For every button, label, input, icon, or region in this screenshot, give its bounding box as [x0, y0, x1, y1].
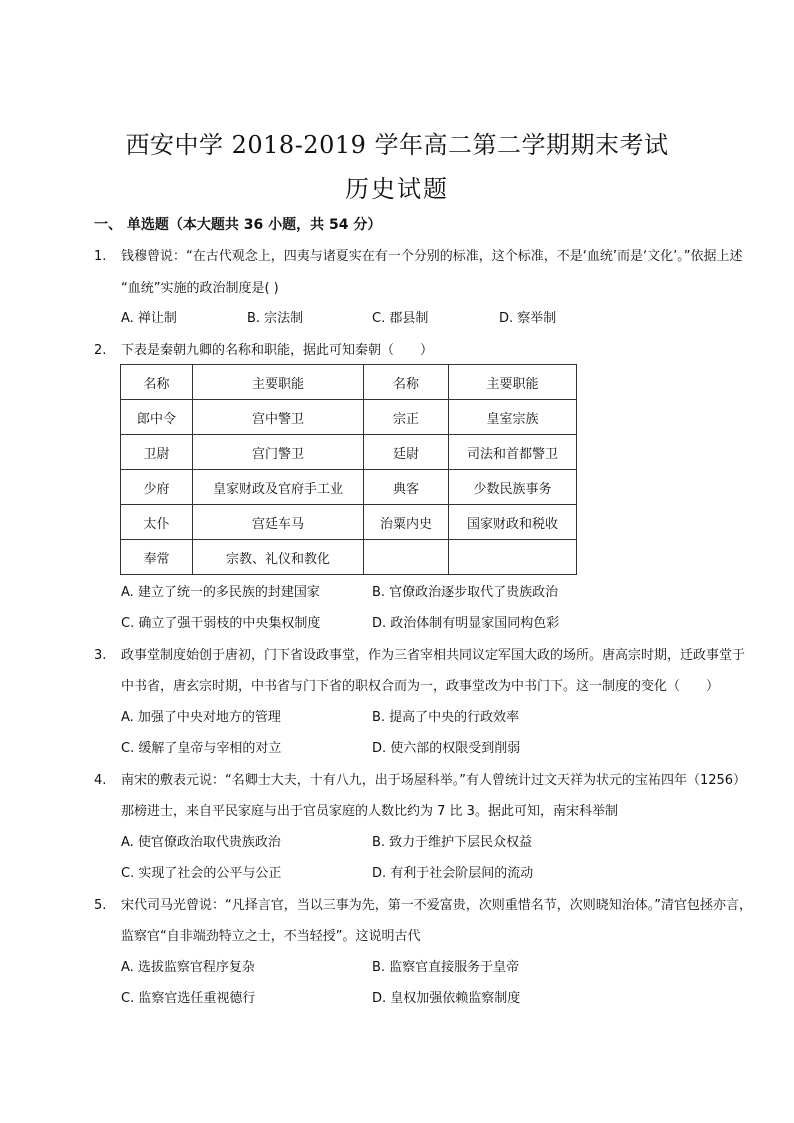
table-cell: 少数民族事务: [449, 470, 577, 505]
question-number: 4.: [94, 773, 107, 788]
question-number: 3.: [94, 648, 107, 663]
table-cell: 宗教、礼仪和教化: [193, 540, 364, 575]
question-number: 5.: [94, 898, 107, 913]
option-d[interactable]: D. 皇权加强依赖监察制度: [372, 991, 521, 1006]
question-text-line: “血统”实施的政治制度是( ): [121, 281, 279, 296]
question-text-line: 政事堂制度始创于唐初，门下省设政事堂，作为三省宰相共同议定军国大政的场所。唐高宗时期，迁政事堂于: [121, 648, 746, 663]
option-a[interactable]: A. 使官僚政治取代贵族政治: [121, 835, 281, 850]
table-cell: 司法和首都警卫: [449, 435, 577, 470]
table-cell: 典客: [364, 470, 449, 505]
question-text-line: 南宋的敷表元说：“名卿士大夫，十有八九，出于场屋科举。”有人曾统计过文天祥为状元的宝祐四年（1256）: [121, 773, 747, 788]
question-text-line: 那榜进士，来自平民家庭与出于官员家庭的人数比约为 7 比 3。据此可知，南宋科举制: [121, 804, 618, 819]
option-d[interactable]: D. 察举制: [499, 311, 557, 326]
table-cell: 郎中令: [121, 400, 193, 435]
table-row: [121, 540, 577, 575]
option-d[interactable]: D. 政治体制有明显家国同构色彩: [372, 616, 560, 631]
option-a[interactable]: A. 禅让制: [121, 311, 177, 326]
option-a[interactable]: A. 建立了统一的多民族的封建国家: [121, 585, 320, 600]
question-text-line: 监察官“自非端劲特立之士，不当轻授”。这说明古代: [121, 929, 421, 944]
table-cell: 主要职能: [449, 365, 577, 400]
table-cell: 主要职能: [193, 365, 364, 400]
table-cell: 卫尉: [121, 435, 193, 470]
table-cell: 廷尉: [364, 435, 449, 470]
table-cell: [449, 540, 577, 575]
table-cell: 奉常: [121, 540, 193, 575]
table-cell: 国家财政和税收: [449, 505, 577, 540]
question-text-line: 钱穆曾说：“在古代观念上，四夷与诸夏实在有一个分别的标准，这个标准，不是‘血统’而是‘文化’。”依据上述: [121, 249, 743, 264]
option-d[interactable]: D. 有利于社会阶层间的流动: [372, 866, 534, 881]
table-cell: 宫廷车马: [193, 505, 364, 540]
exam-title: 西安中学 2018-2019 学年高二第二学期期末考试: [125, 131, 669, 159]
question-text-line: 下表是秦朝九卿的名称和职能，据此可知秦朝（ ）: [121, 343, 434, 358]
option-a[interactable]: A. 选拔监察官程序复杂: [121, 960, 255, 975]
table-row: [121, 435, 577, 470]
table-cell: 宫中警卫: [193, 400, 364, 435]
table-cell: 名称: [364, 365, 449, 400]
option-c[interactable]: C. 缓解了皇帝与宰相的对立: [121, 741, 282, 756]
option-c[interactable]: C. 郡县制: [372, 311, 429, 326]
nine-ministers-table: [120, 364, 577, 575]
question-text-line: 宋代司马光曾说：“凡择言官，当以三事为先，第一不爱富贵，次则重惜名节，次则晓知治体。”清官包拯亦言，: [121, 898, 752, 913]
table-cell: [364, 540, 449, 575]
exam-subtitle: 历史试题: [345, 175, 449, 203]
table-cell: 治粟内史: [364, 505, 449, 540]
table-cell: 少府: [121, 470, 193, 505]
option-d[interactable]: D. 使六部的权限受到削弱: [372, 741, 521, 756]
table-cell: 宗正: [364, 400, 449, 435]
option-c[interactable]: C. 实现了社会的公平与公正: [121, 866, 282, 881]
option-b[interactable]: B. 提高了中央的行政效率: [372, 710, 520, 725]
option-b[interactable]: B. 致力于维护下层民众权益: [372, 835, 533, 850]
table-cell: 名称: [121, 365, 193, 400]
option-b[interactable]: B. 宗法制: [247, 311, 304, 326]
option-a[interactable]: A. 加强了中央对地方的管理: [121, 710, 281, 725]
table-row: [121, 400, 577, 435]
table-row: [121, 505, 577, 540]
table-row: [121, 470, 577, 505]
section-heading: 一、 单选题（本大题共 36 小题，共 54 分）: [94, 217, 382, 233]
option-b[interactable]: B. 监察官直接服务于皇帝: [372, 960, 520, 975]
table-cell: 太仆: [121, 505, 193, 540]
question-number: 1.: [94, 249, 107, 264]
option-c[interactable]: C. 监察官选任重视德行: [121, 991, 256, 1006]
option-b[interactable]: B. 官僚政治逐步取代了贵族政治: [372, 585, 559, 600]
table-row: [121, 365, 577, 400]
question-number: 2.: [94, 343, 107, 358]
option-c[interactable]: C. 确立了强干弱枝的中央集权制度: [121, 616, 321, 631]
table-cell: 皇室宗族: [449, 400, 577, 435]
table-cell: 宫门警卫: [193, 435, 364, 470]
question-text-line: 中书省，唐玄宗时期，中书省与门下省的职权合而为一，政事堂改为中书门下。这一制度的变化（ ）: [121, 679, 720, 694]
table-cell: 皇家财政及官府手工业: [193, 470, 364, 505]
